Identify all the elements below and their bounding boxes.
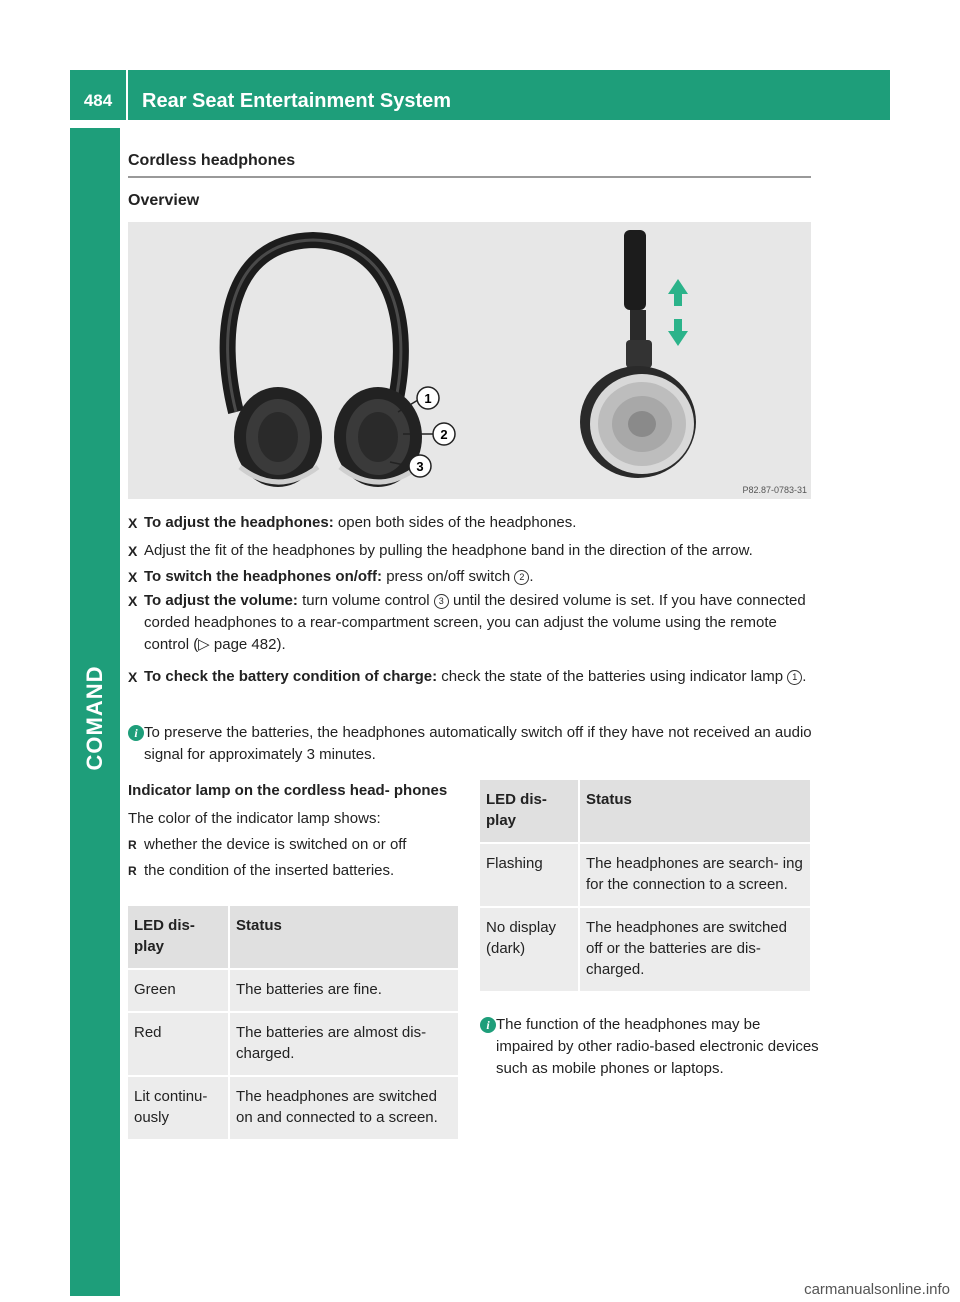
indicator-intro: The color of the indicator lamp shows:	[128, 810, 381, 827]
table-cell: The headphones are switched on and connected to a screen.	[229, 1076, 458, 1140]
instruction-marker-icon: X	[128, 593, 138, 609]
table-cell: Flashing	[480, 843, 579, 907]
bullet-marker-icon: R	[128, 864, 137, 878]
instruction-item	[128, 666, 818, 688]
column-header: Status	[229, 906, 458, 969]
headphones-figure	[128, 222, 811, 499]
table-cell: The headphones are search- ing for the connection to a screen.	[579, 843, 810, 907]
info-note-text: To preserve the batteries, the headphones automatically switch off if they have not received an audio signal for approximately 3 minutes.	[144, 724, 812, 763]
table-row	[128, 1012, 458, 1076]
instruction-text-after: .	[529, 568, 534, 585]
instruction-text-after: .	[802, 668, 807, 685]
instruction-text: open both sides of the headphones.	[333, 514, 577, 531]
indicator-title: Indicator lamp on the cordless head- phones	[128, 782, 448, 799]
table-cell: No display (dark)	[480, 907, 579, 992]
header-divider	[126, 70, 128, 120]
section-title: Cordless headphones	[128, 152, 296, 169]
led-status-table-right	[480, 780, 810, 993]
table-row	[480, 907, 810, 992]
instruction-text: Adjust the fit of the headphones by pulling the headphone band in the direction of the arrow.	[144, 542, 753, 559]
instruction-item	[128, 540, 818, 562]
info-icon: i	[480, 1017, 496, 1033]
sidebar-label-wrap	[82, 658, 108, 778]
ref-number: 1	[787, 670, 802, 685]
info-note	[128, 722, 818, 766]
svg-text:2: 2	[440, 427, 448, 442]
table-row	[128, 1076, 458, 1140]
page-number: 484	[83, 91, 113, 110]
right-earcup	[334, 387, 422, 487]
chapter-title: Rear Seat Entertainment System	[142, 90, 452, 112]
list-item	[128, 834, 458, 856]
instruction-bold: To switch the headphones on/off:	[144, 568, 383, 585]
section-divider	[128, 176, 811, 178]
page-header	[70, 70, 890, 120]
instruction-marker-icon: X	[128, 569, 138, 585]
headphones-illustration	[128, 222, 811, 499]
ref-number: 2	[514, 570, 529, 585]
sidebar-label: COMAND	[82, 665, 107, 771]
list-item	[128, 860, 458, 882]
info-icon: i	[128, 725, 144, 741]
indicator-section	[128, 780, 458, 882]
instruction-item	[128, 512, 818, 534]
subsection-title: Overview	[128, 192, 200, 209]
table-cell: Green	[128, 969, 229, 1012]
bullet-text: whether the device is switched on or off	[144, 836, 407, 853]
table-cell: The batteries are almost dis- charged.	[229, 1012, 458, 1076]
instruction-item	[128, 566, 818, 588]
bullet-text: the condition of the inserted batteries.	[144, 862, 395, 879]
table-row	[128, 969, 458, 1012]
instruction-text: check the state of the batteries using indicator lamp	[437, 668, 788, 685]
ref-number: 3	[434, 594, 449, 609]
bullet-marker-icon: R	[128, 838, 137, 852]
instruction-text: turn volume control	[297, 592, 434, 609]
instruction-bold: To adjust the headphones:	[144, 514, 334, 531]
figure-code: P82.87-0783-31	[742, 485, 807, 495]
table-cell: Lit continu- ously	[128, 1076, 229, 1140]
sidebar-tab	[70, 128, 120, 1296]
instruction-bold: To check the battery condition of charge:	[144, 668, 438, 685]
svg-text:1: 1	[424, 391, 432, 406]
table-cell: Red	[128, 1012, 229, 1076]
instruction-marker-icon: X	[128, 543, 138, 559]
right-info-note-text: The function of the headphones may be impaired by other radio-based electronic devices such as mobile phones or laptops.	[496, 1016, 819, 1077]
instruction-text: press on/off switch	[382, 568, 515, 585]
instruction-bold: To adjust the volume:	[144, 592, 298, 609]
left-earcup	[234, 387, 322, 487]
column-header: LED dis- play	[480, 780, 579, 843]
table-row	[480, 843, 810, 907]
indicator-bullets	[128, 834, 458, 882]
instruction-item	[128, 590, 818, 656]
table-header-row	[128, 906, 458, 969]
right-info-note	[480, 1014, 820, 1080]
watermark[interactable]: carmanualsonline.info	[804, 1281, 950, 1298]
table-cell: The headphones are switched off or the batteries are dis- charged.	[579, 907, 810, 992]
led-status-table-left	[128, 906, 458, 1141]
side-view-headphone	[580, 230, 696, 478]
table-header-row	[480, 780, 810, 843]
instruction-marker-icon: X	[128, 669, 138, 685]
column-header: Status	[579, 780, 810, 843]
instruction-text-after: until the desired volume is set. If you have connected corded headphones to a rear-compartment screen, you can adjust the volume using the remote control (▷ page 482).	[144, 592, 806, 653]
instruction-marker-icon: X	[128, 515, 138, 531]
adjust-arrow-icon	[668, 279, 688, 346]
column-header: LED dis- play	[128, 906, 229, 969]
svg-text:3: 3	[416, 459, 424, 474]
table-cell: The batteries are fine.	[229, 969, 458, 1012]
